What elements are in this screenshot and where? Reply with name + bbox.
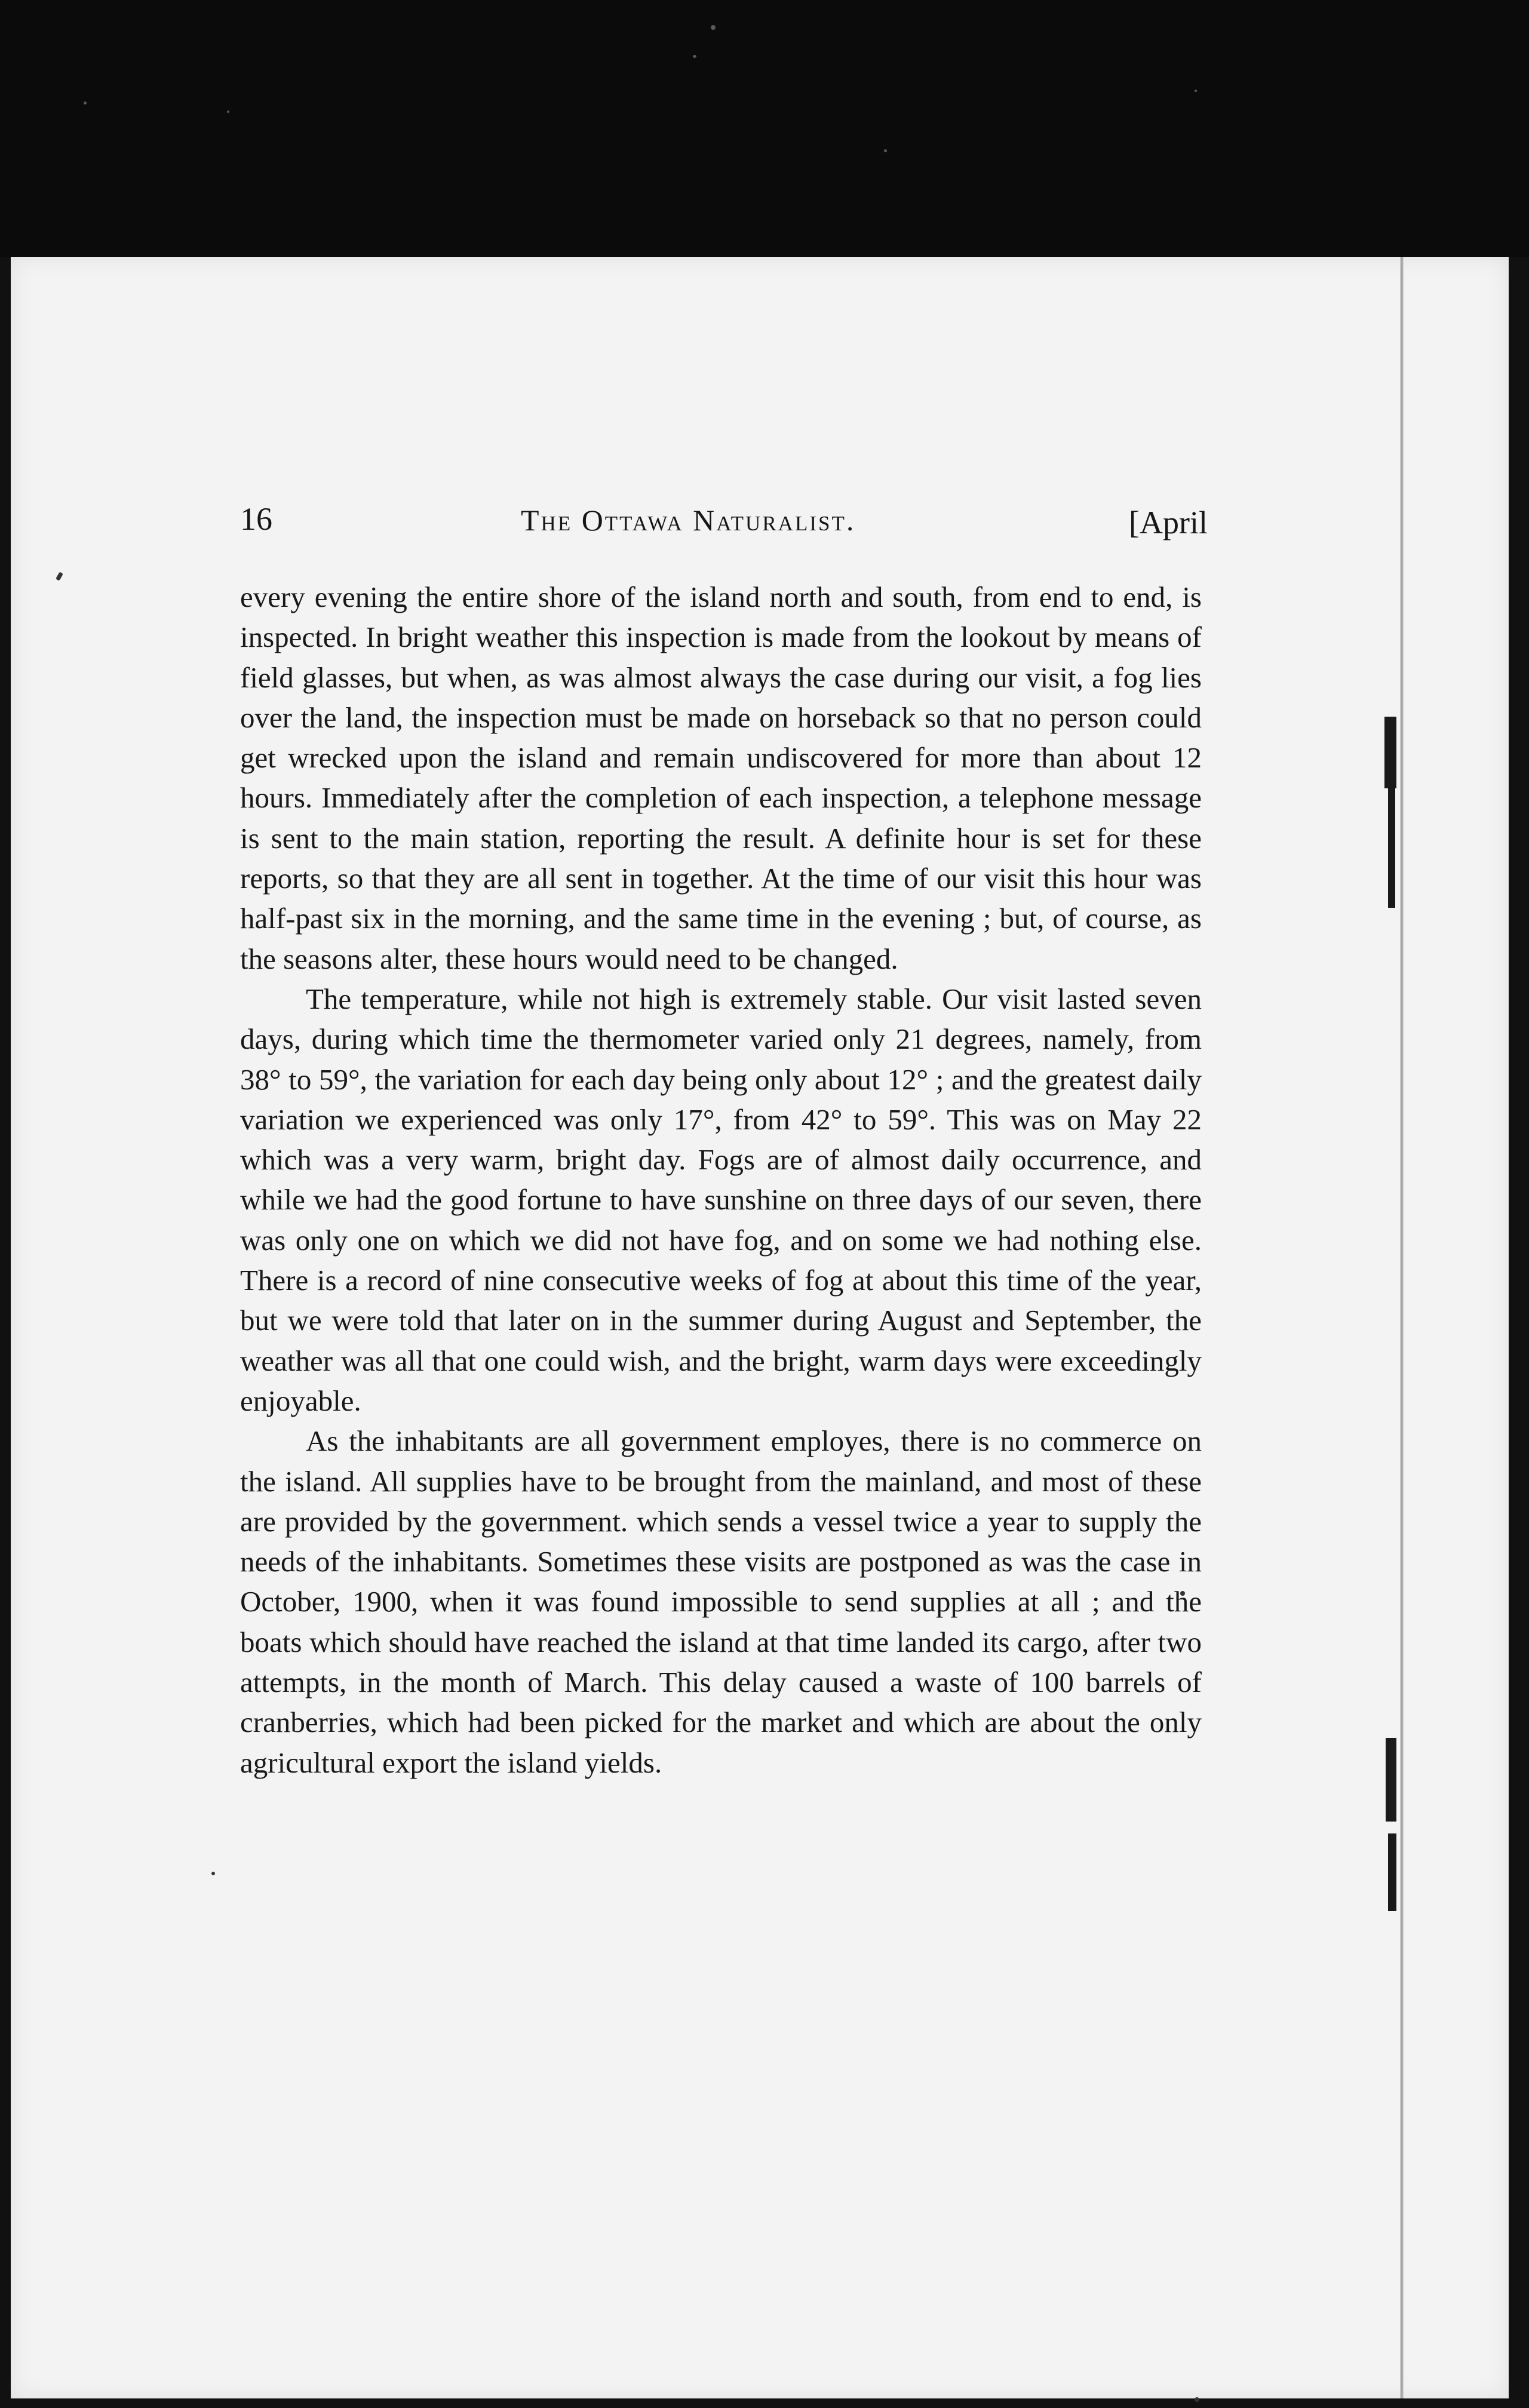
stray-ink-mark [211,1872,215,1875]
page-number: 16 [240,501,272,537]
stray-ink-mark [56,572,63,581]
body-text [240,577,1202,1783]
page-header [240,500,1208,548]
margin-bracket-mark [1388,1833,1396,1911]
paragraph: As the inhabitants are all government employes, there is no commerce on the island. All supplies have to be brought from the mainland, and most of these are provided by the government. which sends a vessel twice a year to supply the needs of the inhabitants. Sometimes these visits are postponed as was the case in October, 1900, when it was found impossible to send supplies at all ; and the boats which should have reached the island at that time landed its cargo, after two attempts, in the month of March. This delay caused a waste of 100 barrels of cranberries, which had been picked for the market and which are about the only agricultural export the island yields. [240,1424,1202,1779]
paragraph: every evening the entire shore of the island north and south, from end to end, is inspected. In bright weather this inspection is made from the lookout by means of field glasses, but when, as was almost always the case during our visit, a fog lies over the land, the inspection must be made on horseback so that no person could get wrecked upon the island and remain undiscovered for more than about 12 hours. Immediately after the completion of each inspection, a telephone message is sent to the main station, reporting the result. A definite hour is set for these reports, so that they are all sent in together. At the time of our visit this hour was half-past six in the morning, and the same time in the evening ; but, of course, as the seasons alter, these hours would need to be changed. [240,580,1202,975]
margin-bracket-mark [1386,1738,1396,1822]
scan-top-dark-band [0,0,1529,257]
running-month: [April [1129,505,1208,540]
dust-speck [693,55,696,58]
dust-speck [884,149,887,152]
dust-speck [84,102,87,105]
dust-speck [227,110,229,113]
margin-bracket-mark [1384,717,1396,788]
paragraph: The temperature, while not high is extremely stable. Our visit lasted seven days, during which time the thermometer varied only 21 degrees, namely, from 38° to 59°, the variation for each day being only about 12° ; and the greatest daily variation we experienced was only 17°, from 42° to 59°. This was on May 22 which was a very warm, bright day. Fogs are of almost daily occurrence, and while we had the good fortune to have sunshine on three days of our seven, there was only one on which we did not have fog, and on some we had nothing else. There is a record of nine consecutive weeks of fog at about this time of the year, but we were told that later on in the summer during August and September, the weather was all that one could wish, and the bright, warm days were exceedingly enjoyable. [240,982,1202,1417]
page-gutter-shadow [1400,257,1404,2398]
stray-ink-mark [1195,2397,1199,2402]
running-title: The Ottawa Naturalist. [521,503,856,537]
dust-speck [711,25,716,30]
margin-bracket-mark [1388,788,1395,908]
dust-speck [1195,90,1197,92]
